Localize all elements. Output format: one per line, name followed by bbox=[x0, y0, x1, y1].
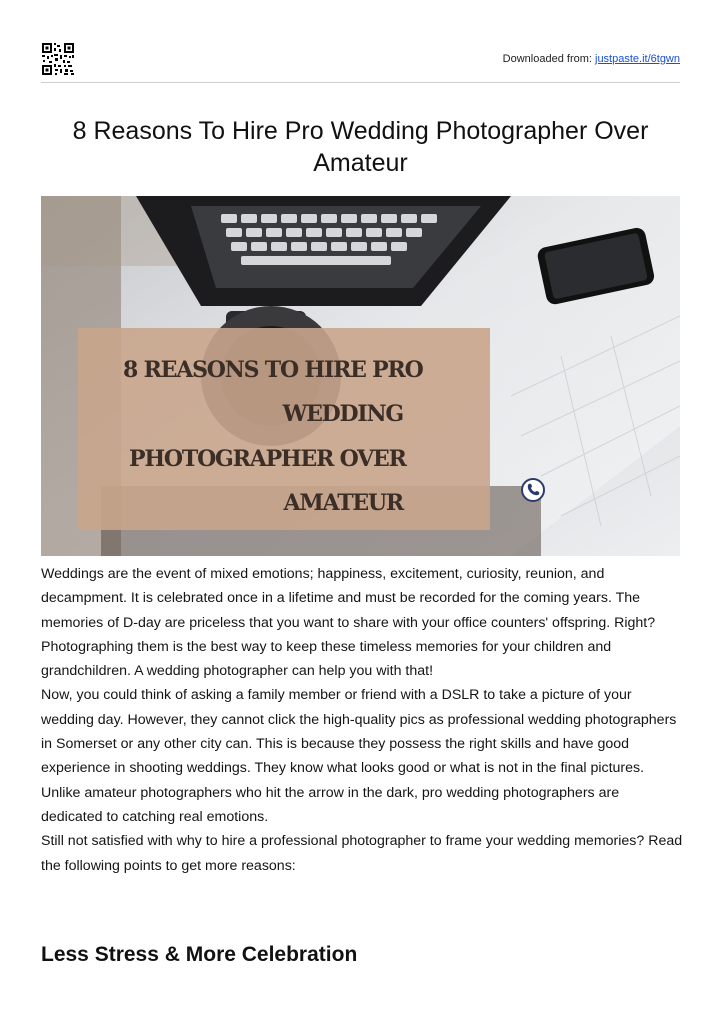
article-body bbox=[41, 562, 683, 878]
qr-code-icon bbox=[41, 42, 75, 76]
hero-image bbox=[41, 196, 680, 556]
paragraph-3: Still not satisfied with why to hire a professional photographer to frame your wedding memories? Read the following points to get more reasons: bbox=[41, 833, 683, 874]
page-title: 8 Reasons To Hire Pro Wedding Photographer Over Amateur bbox=[72, 117, 649, 177]
phone-call-icon bbox=[522, 479, 544, 501]
section-heading: Less Stress & More Celebration bbox=[41, 943, 358, 966]
overlay-line-2: WEDDING bbox=[282, 401, 403, 427]
download-source bbox=[503, 53, 680, 65]
overlay-line-1: 8 REASONS TO HIRE PRO bbox=[123, 357, 423, 383]
source-link[interactable]: justpaste.it/6tgwn bbox=[595, 53, 680, 65]
download-prefix: Downloaded from: bbox=[502, 53, 595, 65]
overlay-line-4: AMATEUR bbox=[283, 490, 403, 516]
paragraph-2: Now, you could think of asking a family member or friend with a DSLR to take a picture of your wedding day. However, they cannot click the high-quality pics as professional wedding photographers in Somerset or any other city can. This is because they possess the right skills and have good experience in shooting weddings. They know what looks good or what is not in the final pictures. Unlike amateur photographers who hit the arrow in the dark, pro wedding photographers are dedicated to catching real emotions. bbox=[41, 687, 677, 825]
hero-photo bbox=[41, 196, 680, 556]
paragraph-1: Weddings are the event of mixed emotions; happiness, excitement, curiosity, reunion, and decampment. It is celebrated once in a lifetime and must be recorded for the coming years. The memories of D-day are priceless that you want to share with your office counters' offspring. Right? Photographing them is the best way to keep these timeless memories for your children and grandchildren. A wedding photographer can help you with that! bbox=[41, 566, 656, 680]
overlay-line-3: PHOTOGRAPHER OVER bbox=[129, 446, 406, 472]
page-header bbox=[41, 42, 680, 83]
